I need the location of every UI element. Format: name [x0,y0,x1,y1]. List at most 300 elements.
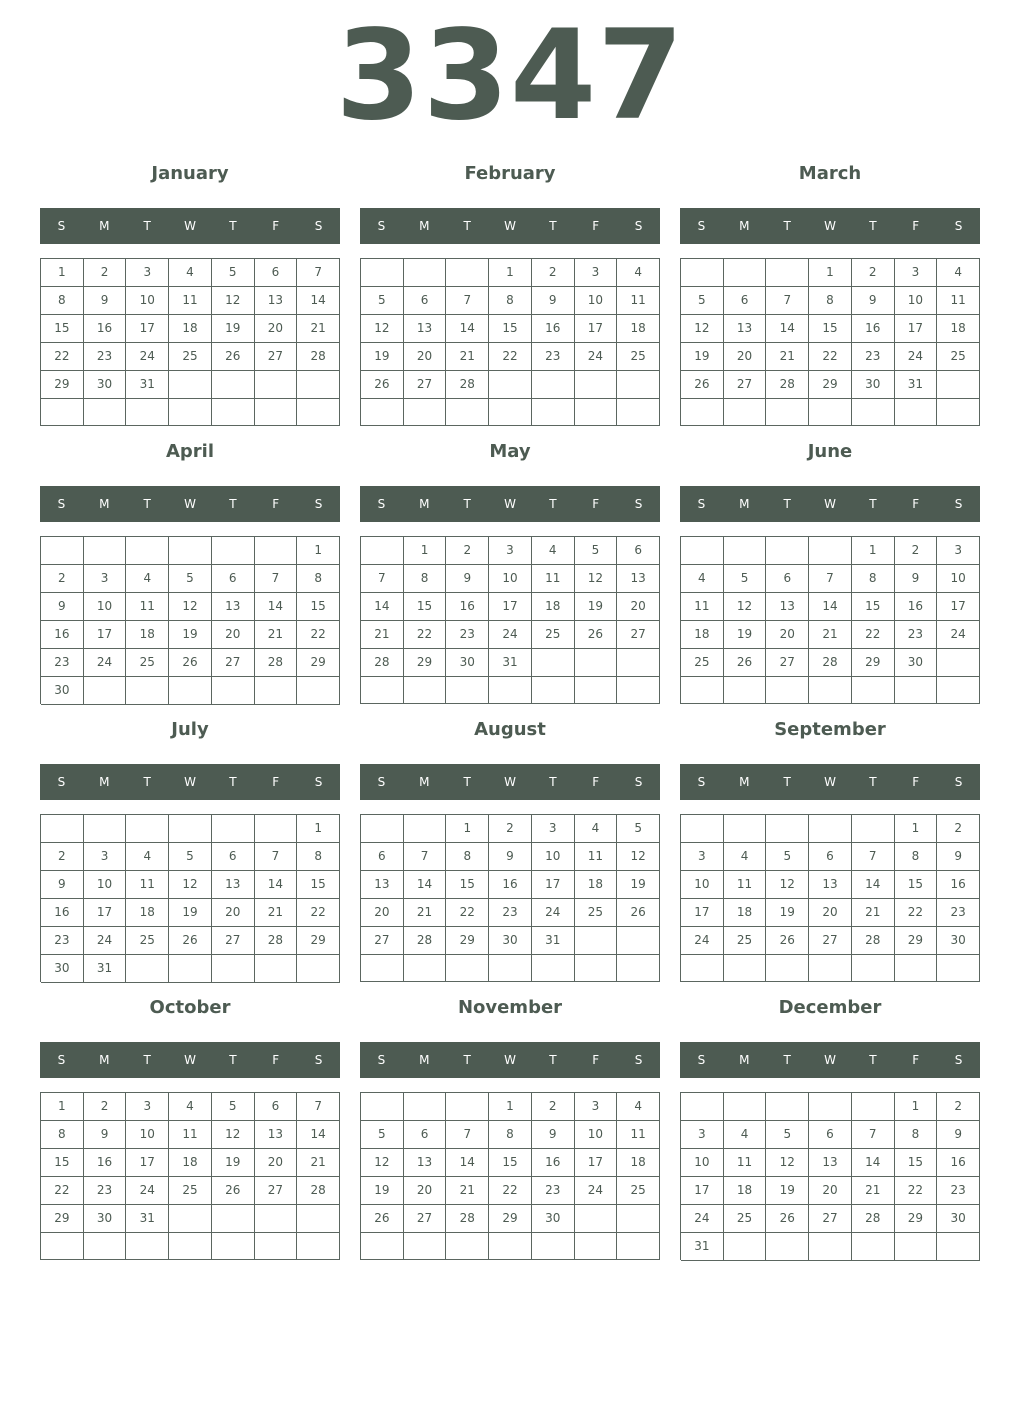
day-cell: 9 [532,1121,575,1149]
empty-cell [126,815,169,843]
weekday-label: S [314,1053,323,1067]
empty-cell [681,399,724,426]
day-cell: 9 [532,287,575,315]
day-cell: 10 [126,287,169,315]
month-title: September [774,719,886,740]
day-cell: 13 [404,1149,447,1177]
day-cell: 10 [532,843,575,871]
day-cell: 12 [169,871,212,899]
day-cell: 7 [446,287,489,315]
day-cell: 30 [852,371,895,399]
day-cell: 16 [84,1149,127,1177]
weekday-label: F [912,1053,920,1067]
day-cell: 2 [84,259,127,287]
day-cell: 29 [41,371,84,399]
day-cell: 18 [126,899,169,927]
day-cell: 2 [84,1093,127,1121]
day-cell: 14 [809,593,852,621]
day-grid [360,536,660,704]
empty-cell [84,399,127,426]
day-cell: 23 [852,343,895,371]
day-cell: 29 [489,1205,532,1233]
day-cell: 13 [255,287,298,315]
day-cell: 25 [681,649,724,677]
empty-cell [937,677,980,704]
weekday-label: S [57,1053,66,1067]
day-cell: 15 [489,1149,532,1177]
day-cell: 19 [212,315,255,343]
day-cell: 30 [532,1205,575,1233]
day-cell: 23 [446,621,489,649]
empty-cell [724,1093,767,1121]
day-cell: 20 [766,621,809,649]
empty-cell [126,677,169,705]
day-cell: 29 [895,927,938,955]
weekday-label: W [184,497,196,511]
day-cell: 29 [404,649,447,677]
day-cell: 10 [681,871,724,899]
weekday-label: S [954,219,963,233]
weekday-label: W [824,219,836,233]
day-cell: 2 [532,259,575,287]
day-cell: 19 [361,1177,404,1205]
empty-cell [617,955,660,982]
day-cell: 28 [852,927,895,955]
day-cell: 14 [852,871,895,899]
empty-cell [255,677,298,705]
day-cell: 12 [361,315,404,343]
day-cell: 5 [766,1121,809,1149]
day-cell: 23 [41,927,84,955]
empty-cell [446,1233,489,1260]
empty-cell [489,371,532,399]
weekday-header [360,208,660,244]
day-cell: 2 [937,1093,980,1121]
day-cell: 13 [404,315,447,343]
day-grid [360,258,660,426]
day-cell: 3 [126,259,169,287]
day-cell: 28 [297,1177,340,1205]
weekday-label: T [783,497,791,511]
empty-cell [766,399,809,426]
day-cell: 31 [489,649,532,677]
empty-cell [852,1093,895,1121]
day-cell: 27 [766,649,809,677]
day-cell: 2 [489,815,532,843]
day-cell: 9 [41,593,84,621]
day-cell: 24 [84,927,127,955]
day-cell: 15 [489,315,532,343]
day-cell: 9 [84,1121,127,1149]
empty-cell [404,955,447,982]
day-cell: 15 [895,1149,938,1177]
day-cell: 1 [297,537,340,565]
empty-cell [361,815,404,843]
day-cell: 17 [575,315,618,343]
day-cell: 8 [489,287,532,315]
day-cell: 26 [617,899,660,927]
day-cell: 13 [361,871,404,899]
weekday-header [360,1042,660,1078]
day-cell: 30 [937,1205,980,1233]
day-cell: 23 [937,1177,980,1205]
day-cell: 20 [809,1177,852,1205]
empty-cell [681,955,724,982]
day-grid [680,258,980,426]
weekday-label: F [912,775,920,789]
empty-cell [446,259,489,287]
empty-cell [404,1233,447,1260]
weekday-label: W [504,219,516,233]
day-cell: 21 [255,899,298,927]
day-cell: 13 [212,593,255,621]
day-cell: 18 [575,871,618,899]
day-cell: 1 [489,1093,532,1121]
day-cell: 12 [766,871,809,899]
day-cell: 17 [575,1149,618,1177]
day-cell: 6 [212,565,255,593]
day-grid [40,536,340,704]
day-cell: 23 [84,343,127,371]
weekday-label: S [377,1053,386,1067]
weekday-label: T [869,775,877,789]
day-cell: 28 [297,343,340,371]
weekday-label: S [697,775,706,789]
weekday-label: T [549,1053,557,1067]
empty-cell [255,815,298,843]
weekday-label: F [272,219,280,233]
day-cell: 30 [84,371,127,399]
empty-cell [404,399,447,426]
day-cell: 1 [489,259,532,287]
weekday-label: S [634,219,643,233]
day-cell: 12 [724,593,767,621]
day-cell: 27 [809,1205,852,1233]
day-cell: 25 [126,649,169,677]
weekday-label: S [314,219,323,233]
day-grid [40,814,340,982]
day-cell: 2 [446,537,489,565]
weekday-label: T [869,219,877,233]
weekday-label: T [229,1053,237,1067]
empty-cell [489,955,532,982]
day-cell: 16 [937,871,980,899]
day-cell: 25 [724,1205,767,1233]
day-cell: 12 [681,315,724,343]
day-cell: 17 [681,899,724,927]
day-cell: 5 [724,565,767,593]
day-cell: 2 [41,843,84,871]
day-cell: 28 [446,1205,489,1233]
empty-cell [169,815,212,843]
empty-cell [84,1233,127,1260]
empty-cell [809,815,852,843]
empty-cell [489,399,532,426]
day-cell: 23 [489,899,532,927]
day-cell: 10 [937,565,980,593]
day-cell: 8 [809,287,852,315]
day-cell: 12 [766,1149,809,1177]
day-cell: 1 [852,537,895,565]
day-cell: 27 [724,371,767,399]
day-cell: 30 [41,677,84,705]
empty-cell [575,955,618,982]
empty-cell [681,677,724,704]
day-cell: 3 [532,815,575,843]
day-cell: 16 [489,871,532,899]
month-title: July [171,719,209,740]
day-cell: 3 [489,537,532,565]
empty-cell [852,1233,895,1261]
day-cell: 3 [84,843,127,871]
day-cell: 6 [766,565,809,593]
day-cell: 20 [255,315,298,343]
day-cell: 6 [724,287,767,315]
weekday-label: T [549,775,557,789]
empty-cell [212,537,255,565]
day-cell: 17 [681,1177,724,1205]
day-cell: 4 [937,259,980,287]
day-cell: 1 [297,815,340,843]
weekday-label: T [783,1053,791,1067]
day-cell: 10 [681,1149,724,1177]
day-grid [360,814,660,982]
weekday-label: S [697,497,706,511]
weekday-header [680,1042,980,1078]
day-cell: 7 [404,843,447,871]
day-cell: 20 [617,593,660,621]
day-cell: 13 [212,871,255,899]
day-cell: 12 [169,593,212,621]
empty-cell [212,371,255,399]
day-cell: 25 [937,343,980,371]
empty-cell [169,1233,212,1260]
day-cell: 21 [297,315,340,343]
day-cell: 11 [937,287,980,315]
day-grid [360,1092,660,1260]
empty-cell [532,1233,575,1260]
empty-cell [895,399,938,426]
day-cell: 21 [852,899,895,927]
day-cell: 7 [446,1121,489,1149]
day-cell: 13 [766,593,809,621]
day-cell: 6 [212,843,255,871]
weekday-label: M [99,219,110,233]
empty-cell [575,1205,618,1233]
empty-cell [255,537,298,565]
empty-cell [212,955,255,983]
empty-cell [766,259,809,287]
day-cell: 23 [41,649,84,677]
weekday-label: M [419,775,430,789]
empty-cell [41,537,84,565]
day-cell: 14 [255,871,298,899]
day-cell: 25 [617,343,660,371]
day-cell: 12 [575,565,618,593]
weekday-label: T [143,219,151,233]
empty-cell [255,371,298,399]
day-cell: 21 [255,621,298,649]
day-cell: 19 [724,621,767,649]
day-cell: 3 [575,259,618,287]
empty-cell [361,677,404,704]
empty-cell [212,1233,255,1260]
empty-cell [724,955,767,982]
day-cell: 17 [895,315,938,343]
empty-cell [404,677,447,704]
day-cell: 1 [41,1093,84,1121]
day-cell: 15 [297,871,340,899]
day-grid [40,1092,340,1260]
empty-cell [361,399,404,426]
day-cell: 10 [84,593,127,621]
day-cell: 13 [724,315,767,343]
day-cell: 27 [212,649,255,677]
weekday-label: F [272,775,280,789]
day-cell: 22 [446,899,489,927]
empty-cell [297,955,340,983]
weekday-label: M [99,775,110,789]
day-cell: 24 [532,899,575,927]
weekday-label: M [99,1053,110,1067]
empty-cell [126,537,169,565]
day-cell: 10 [126,1121,169,1149]
weekday-label: T [463,497,471,511]
empty-cell [532,677,575,704]
day-cell: 17 [126,1149,169,1177]
day-cell: 9 [41,871,84,899]
empty-cell [766,537,809,565]
day-grid [680,814,980,982]
day-cell: 14 [361,593,404,621]
day-cell: 26 [724,649,767,677]
day-cell: 10 [575,1121,618,1149]
day-cell: 6 [255,259,298,287]
day-cell: 29 [297,649,340,677]
day-cell: 7 [852,843,895,871]
day-cell: 27 [404,371,447,399]
empty-cell [212,1205,255,1233]
month-title: November [457,997,563,1018]
day-cell: 11 [169,1121,212,1149]
weekday-label: W [504,775,516,789]
day-cell: 22 [297,621,340,649]
weekday-label: F [592,1053,600,1067]
day-cell: 24 [895,343,938,371]
day-cell: 9 [446,565,489,593]
day-cell: 16 [532,315,575,343]
day-cell: 14 [297,287,340,315]
day-cell: 20 [212,899,255,927]
month-title: June [807,441,853,462]
month-title: April [165,441,215,462]
day-cell: 19 [766,899,809,927]
day-cell: 24 [126,1177,169,1205]
weekday-label: M [419,497,430,511]
weekday-label: M [739,219,750,233]
day-cell: 5 [361,287,404,315]
day-cell: 24 [681,927,724,955]
empty-cell [126,1233,169,1260]
empty-cell [809,677,852,704]
day-cell: 24 [489,621,532,649]
day-cell: 28 [852,1205,895,1233]
empty-cell [169,955,212,983]
day-cell: 3 [575,1093,618,1121]
day-cell: 21 [361,621,404,649]
weekday-header [680,486,980,522]
day-cell: 28 [809,649,852,677]
month-title: October [149,997,231,1018]
day-cell: 27 [617,621,660,649]
day-cell: 3 [895,259,938,287]
weekday-label: F [912,497,920,511]
day-cell: 30 [446,649,489,677]
day-cell: 8 [895,1121,938,1149]
day-cell: 4 [681,565,724,593]
day-cell: 16 [41,899,84,927]
empty-cell [212,677,255,705]
empty-cell [809,537,852,565]
empty-cell [617,677,660,704]
empty-cell [84,537,127,565]
weekday-label: S [57,775,66,789]
day-cell: 30 [84,1205,127,1233]
day-cell: 2 [895,537,938,565]
weekday-label: T [143,497,151,511]
empty-cell [212,815,255,843]
weekday-header [680,208,980,244]
day-cell: 10 [84,871,127,899]
weekday-label: W [824,775,836,789]
weekday-label: S [634,1053,643,1067]
day-cell: 8 [41,1121,84,1149]
month-title: December [778,997,882,1018]
day-cell: 2 [852,259,895,287]
day-cell: 11 [681,593,724,621]
weekday-label: T [143,775,151,789]
weekday-label: T [143,1053,151,1067]
day-cell: 3 [126,1093,169,1121]
day-cell: 2 [532,1093,575,1121]
day-cell: 1 [41,259,84,287]
empty-cell [617,399,660,426]
empty-cell [937,955,980,982]
empty-cell [446,955,489,982]
day-cell: 20 [212,621,255,649]
day-cell: 17 [937,593,980,621]
day-cell: 5 [169,565,212,593]
empty-cell [126,955,169,983]
empty-cell [532,955,575,982]
day-cell: 13 [255,1121,298,1149]
day-cell: 31 [681,1233,724,1261]
day-cell: 25 [532,621,575,649]
day-cell: 18 [169,315,212,343]
day-cell: 7 [809,565,852,593]
empty-cell [446,677,489,704]
empty-cell [617,927,660,955]
day-cell: 1 [895,815,938,843]
weekday-label: M [739,775,750,789]
day-cell: 17 [489,593,532,621]
empty-cell [297,371,340,399]
day-cell: 22 [809,343,852,371]
day-cell: 23 [532,1177,575,1205]
weekday-label: M [419,219,430,233]
day-cell: 28 [255,649,298,677]
weekday-label: S [57,497,66,511]
